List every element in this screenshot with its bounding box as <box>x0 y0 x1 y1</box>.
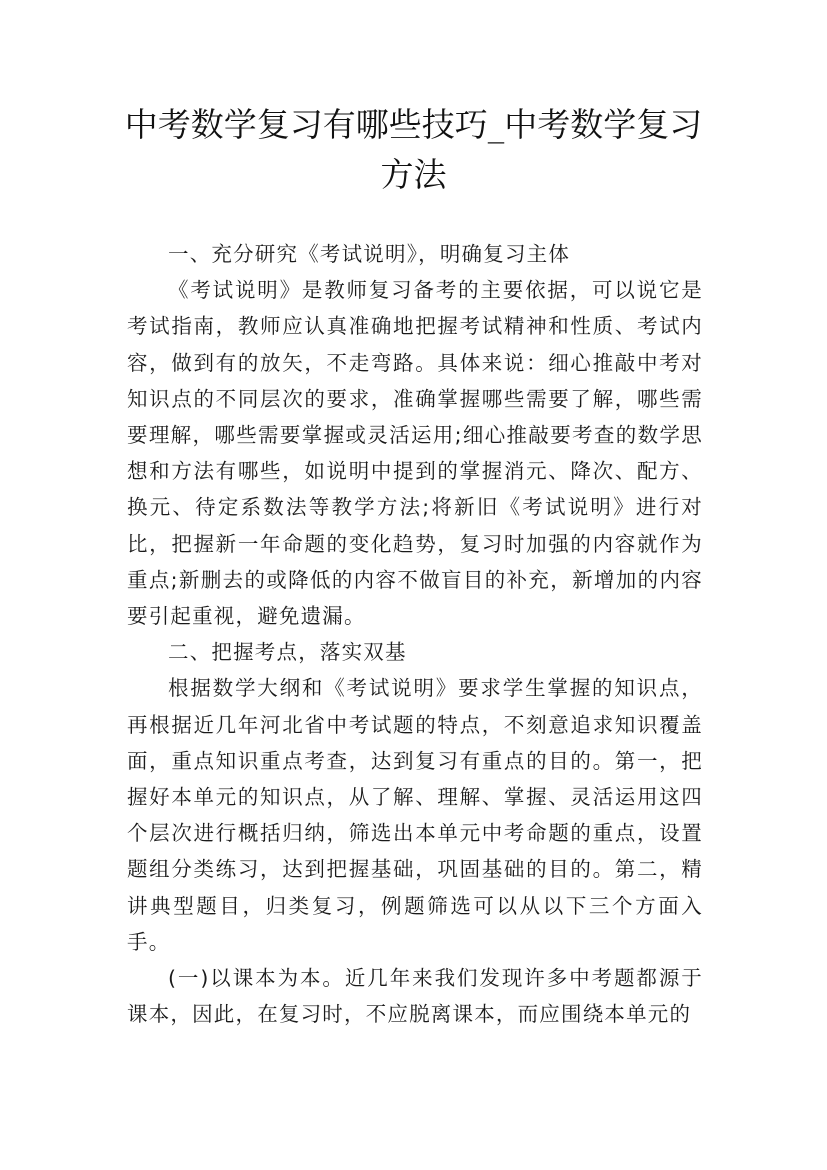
paragraph: 根据数学大纲和《考试说明》要求学生掌握的知识点，再根据近几年河北省中考试题的特点，不刻意追求知识覆盖面，重点知识重点考查，达到复习有重点的目的。第一，把握好本单元的知识点，从了解、理解、掌握、灵活运用这四个层次进行概括归纳，筛选出本单元中考命题的重点，设置题组分类练习，达到把握基础，巩固基础的目的。第二，精讲典型题目，归类复习，例题筛选可以从以下三个方面入手。 <box>127 676 703 954</box>
document-body <box>127 236 703 1032</box>
document-title: 中考数学复习有哪些技巧_中考数学复习方法 <box>124 105 703 194</box>
section-heading-2: 二、把握考点，落实双基 <box>168 640 407 665</box>
section-heading-1: 一、充分研究《考试说明》，明确复习主体 <box>168 242 571 266</box>
paragraph: 《考试说明》是教师复习备考的主要依据，可以说它是考试指南，教师应认真准确地把握考试精神和性质、考试内容，做到有的放矢，不走弯路。具体来说：细心推敲中考对知识点的不同层次的要求，准确掌握哪些需要了解，哪些需要理解，哪些需要掌握或灵活运用;细心推敲要考查的数学思想和方法有哪些，如说明中提到的掌握消元、降次、配方、换元、待定系数法等教学方法;将新旧《考试说明》进行对比，把握新一年命题的变化趋势，复习时加强的内容就作为重点;新删去的或降低的内容不做盲目的补充，新增加的内容要引起重视，避免遗漏。 <box>127 278 703 629</box>
paragraph: (一)以课本为本。近几年来我们发现许多中考题都源于课本，因此，在复习时，不应脱离课本，而应围绕本单元的 <box>127 966 703 1027</box>
